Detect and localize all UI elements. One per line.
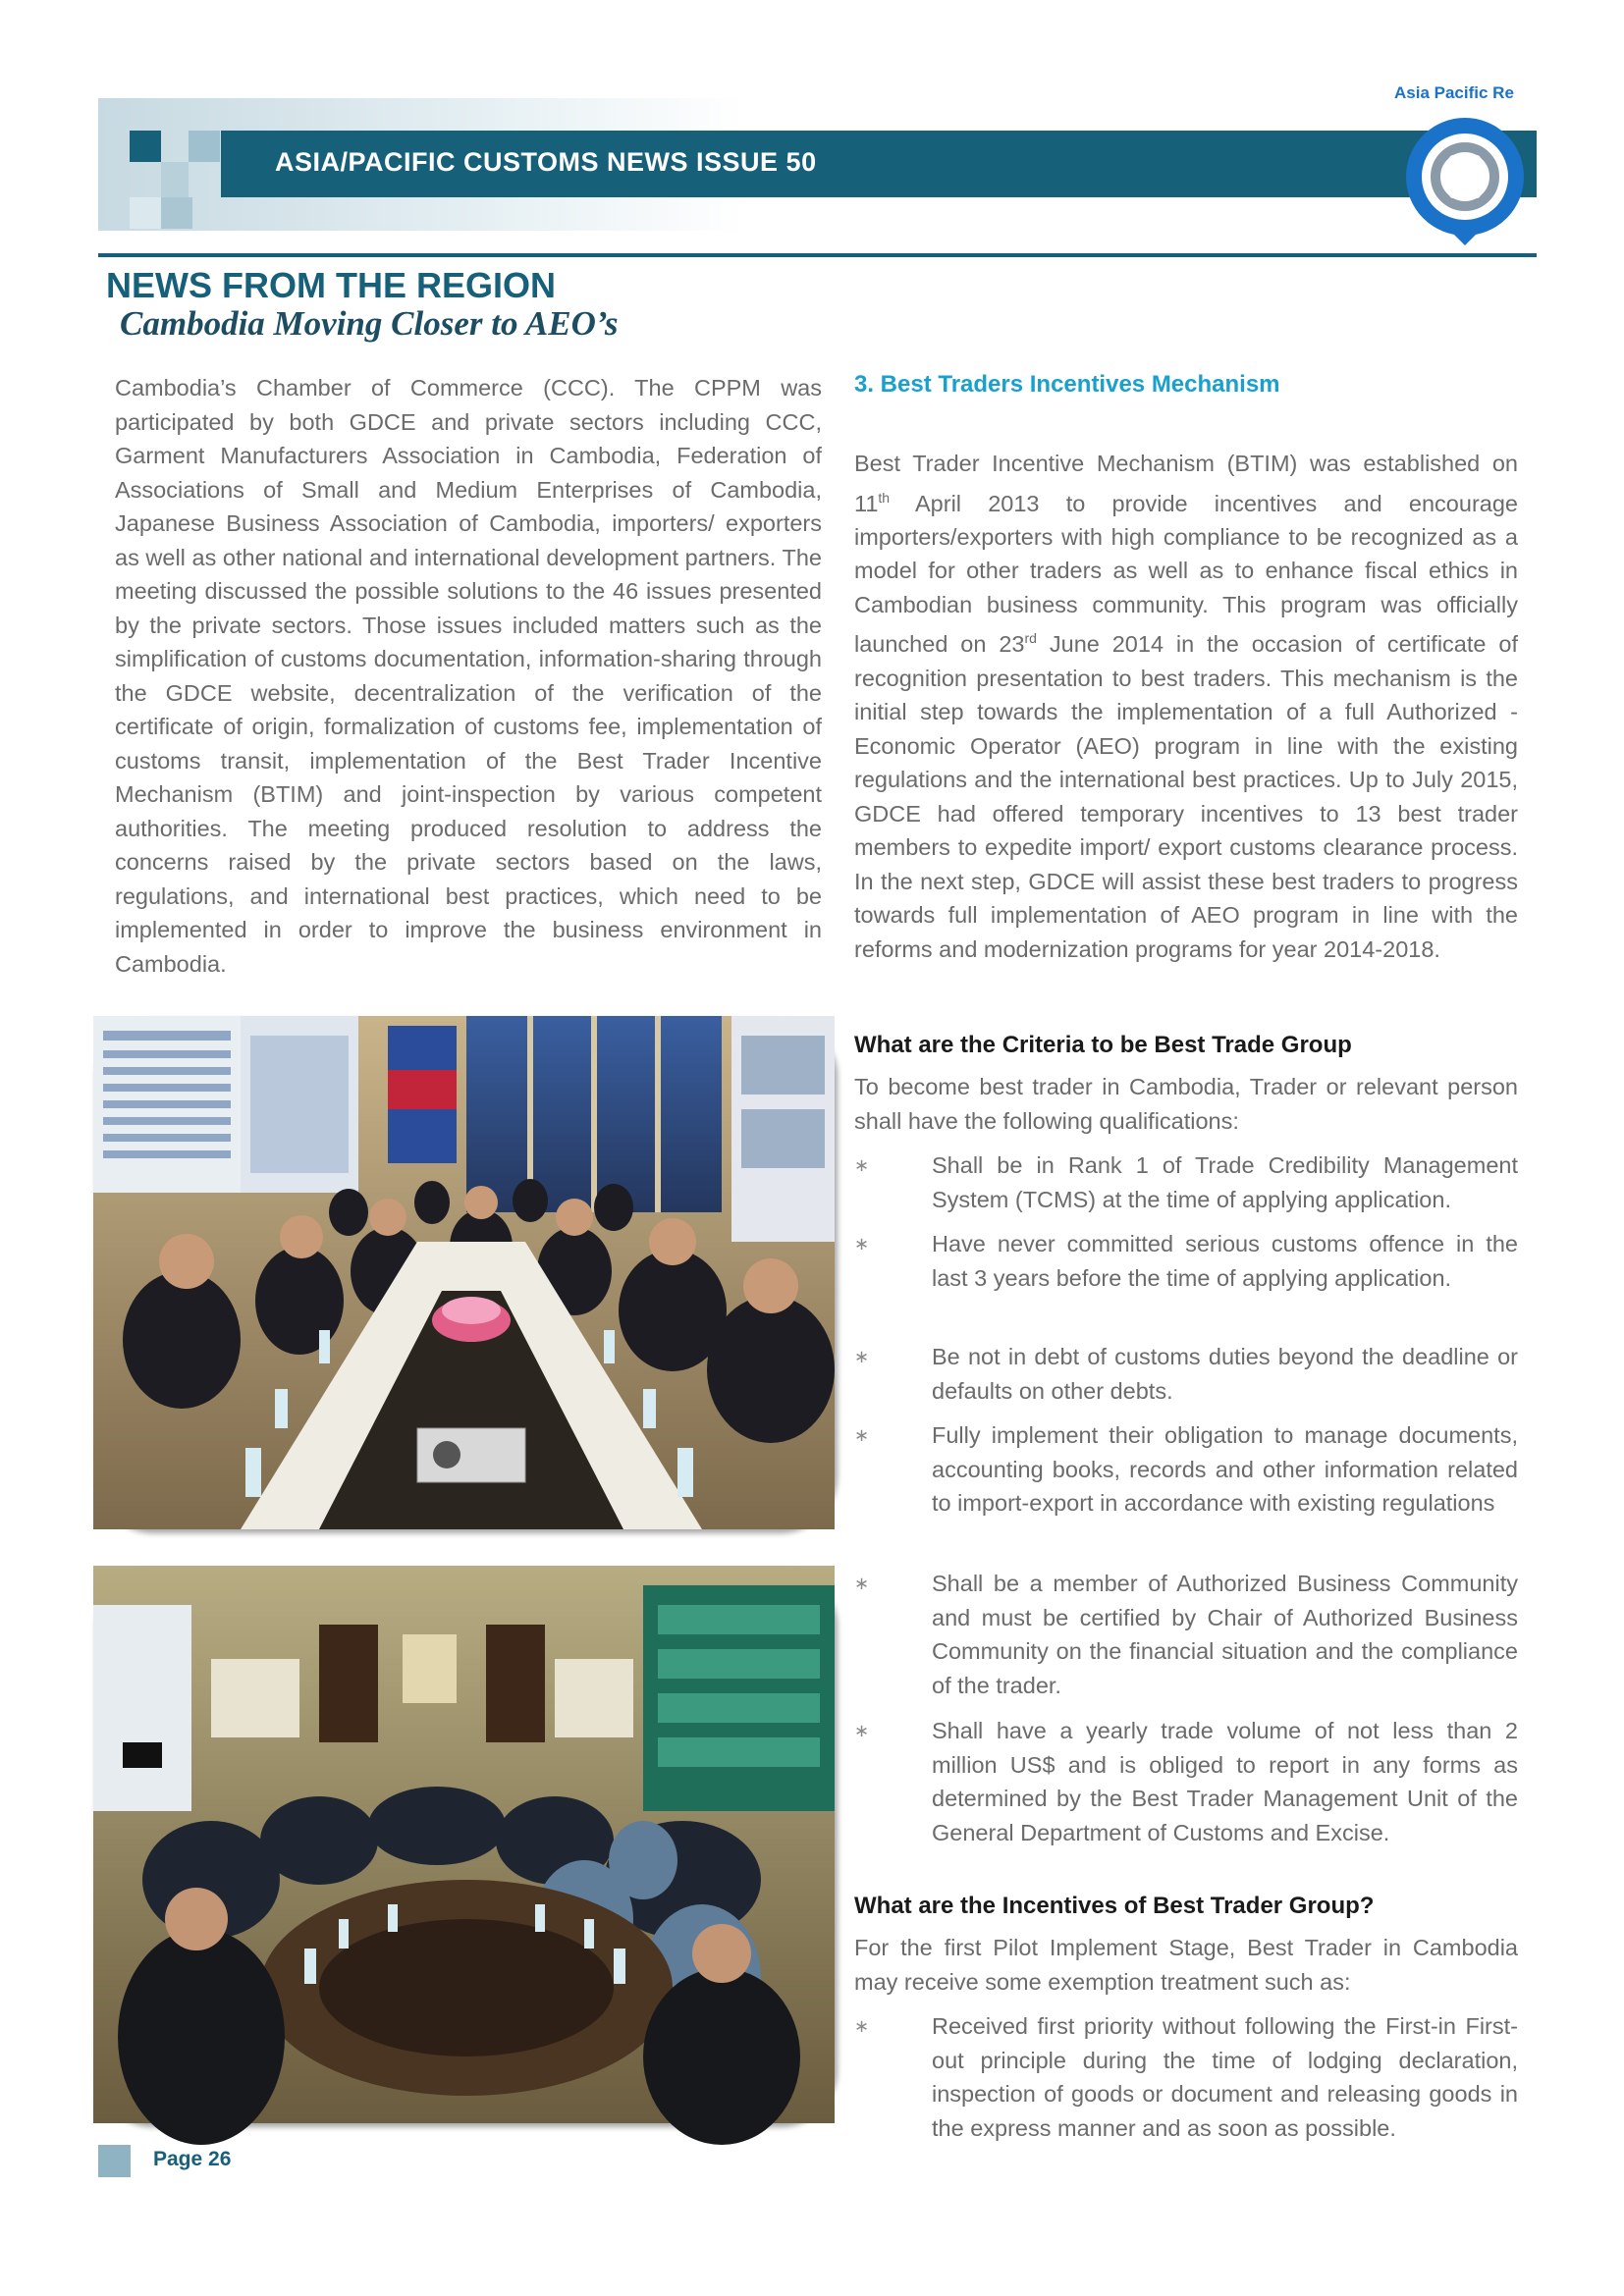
criteria-item [854, 1714, 1518, 1851]
incentive-item [854, 2009, 1518, 2181]
btim-text-c: June 2014 in the occasion of certificate of recognition presentation to best traders. This mechanism is the initial step towards the implementation of a full Authorized - Economic Operator (AEO) program in line with the existing regulations and the international best practices. Up to July 2015, GDCE had offered temporary incentives to 13 best trader members to expedite import/ export customs clearance process. In the next step, GDCE will assist these best traders to progress towards full implementation of AEO program in line with the reforms and modernization programs for year 2014-2018. [854, 631, 1518, 962]
btim-heading: 3. Best Traders Incentives Mechanism [854, 371, 1280, 398]
incentives-intro: For the first Pilot Implement Stage, Best Trader in Cambodia may receive some exemption treatment such as: [854, 1935, 1518, 1995]
bullet-mark: ∗ [854, 1155, 870, 1175]
bullet-mark: ∗ [854, 1574, 870, 1593]
bullet-mark: ∗ [854, 1425, 870, 1445]
criteria-text: Be not in debt of customs duties beyond the deadline or defaults on other debts. [932, 1344, 1518, 1404]
criteria-item [854, 1567, 1518, 1704]
logo-text: Asia Pacific Re [1394, 83, 1514, 102]
publication-title: ASIA/PACIFIC CUSTOMS NEWS ISSUE 50 [275, 147, 817, 177]
criteria-heading: What are the Criteria to be Best Trade Group [854, 1032, 1352, 1058]
btim-paragraph [854, 447, 1518, 966]
btim-text-a: Best Trader Incentive Mechanism (BTIM) was established on 11 [854, 451, 1518, 516]
article-title: Cambodia Moving Closer to AEO’s [120, 304, 619, 343]
meeting-photo-1 [93, 1016, 835, 1529]
footer-square [98, 2145, 131, 2177]
btim-text-b: April 2013 to provide incentives and encourage importers/exporters with high compliance to be recognized as a model for other traders as well as to enhance fiscal ethics in Cambodian business community. This program was officially launched on 23 [854, 490, 1518, 658]
bullet-mark: ∗ [854, 1721, 870, 1740]
criteria-item [854, 1227, 1518, 1329]
bullet-mark: ∗ [854, 1234, 870, 1254]
criteria-text: Fully implement their obligation to manage documents, accounting books, records and other information related to import-export in accordance with existing regulations [932, 1422, 1518, 1516]
header-square-pale [161, 197, 192, 229]
criteria-text: Shall be in Rank 1 of Trade Credibility Management System (TCMS) at the time of applying application. [932, 1152, 1518, 1212]
bullet-mark: ∗ [854, 1347, 870, 1366]
criteria-intro: To become best trader in Cambodia, Trader or relevant person shall have the following qualifications: [854, 1074, 1518, 1134]
criteria-item [854, 1418, 1518, 1556]
criteria-text: Have never committed serious customs offence in the last 3 years before the time of applying application. [932, 1231, 1518, 1291]
page-number: Page 26 [153, 2148, 232, 2170]
header-square-faint [130, 197, 161, 229]
btim-sup-th: th [878, 489, 891, 506]
criteria-text: Shall be a member of Authorized Business Community and must be certified by Chair of Authorized Business Community on the financial situation and the compliance of the trader. [932, 1571, 1518, 1698]
btim-sup-rd: rd [1024, 630, 1037, 647]
incentive-text: Received first priority without following the First-in First-out principle during the time of lodging declaration, inspection of goods or document and releasing goods in the express manner and as soon as possible. [932, 2013, 1518, 2141]
header-rule [98, 253, 1537, 257]
asia-pacific-logo [1394, 83, 1542, 245]
header-square-dark [130, 131, 161, 162]
incentives-heading: What are the Incentives of Best Trader Group? [854, 1893, 1375, 1919]
criteria-item [854, 1148, 1518, 1217]
header-square-mid [161, 162, 189, 197]
criteria-text: Shall have a yearly trade volume of not less than 2 million US$ and is obliged to report in any forms as determined by the Best Trader Management Unit of the General Department of Customs and Excise. [932, 1718, 1518, 1845]
criteria-item [854, 1340, 1518, 1409]
section-title: NEWS FROM THE REGION [106, 265, 556, 305]
left-paragraph: Cambodia’s Chamber of Commerce (CCC). The CPPM was participated by both GDCE and private sectors including CCC, Garment Manufacturers Association in Cambodia, Federation of Associations of Small and Medium Enterprises of Cambodia, Japanese Business Association of Cambodia, importers/ exporters as well as other national and international development partners. The meeting discussed the possible solutions to the 46 issues presented by the private sectors. Those issues included matters such as the simplification of customs documentation, information-sharing through the GDCE website, decentralization of the verification of the certificate of origin, formalization of customs fee, implementation of customs transit, implementation of the Best Trader Incentive Mechanism (BTIM) and joint-inspection by various competent authorities. The meeting produced resolution to address the concerns raised by the private sectors based on the laws, regulations, and international best practices, which need to be implemented in order to improve the business environment in Cambodia. [115, 375, 822, 977]
bullet-mark: ∗ [854, 2016, 870, 2036]
meeting-photo-2 [93, 1566, 835, 2123]
header-square-light [189, 131, 220, 162]
